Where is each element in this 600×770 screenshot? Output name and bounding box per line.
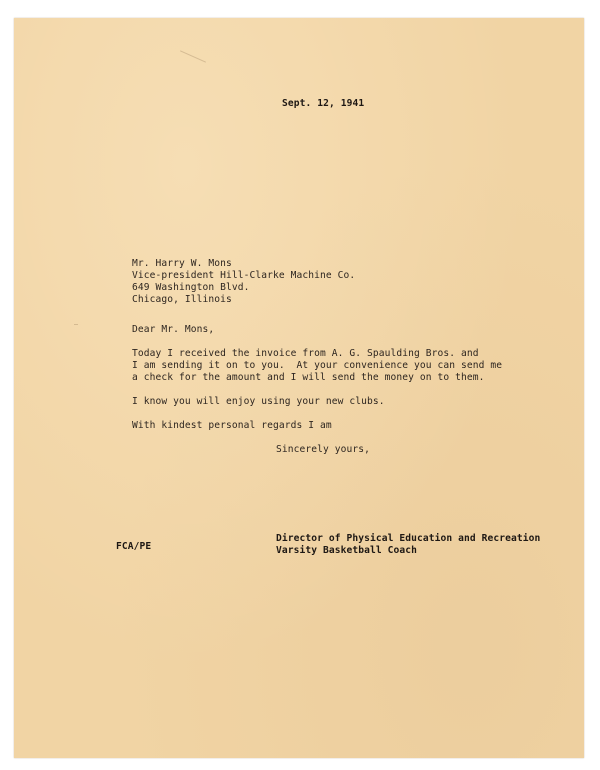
pencil-mark: [180, 50, 206, 62]
body-paragraph-3: With kindest personal regards I am: [132, 420, 332, 431]
body-line: Today I received the invoice from A. G. Spaulding Bros. and: [132, 348, 479, 359]
recipient-street: 649 Washington Blvd.: [132, 282, 250, 293]
closing: Sincerely yours,: [276, 444, 371, 455]
recipient-name: Mr. Harry W. Mons: [132, 258, 232, 269]
letter-date: Sept. 12, 1941: [282, 98, 365, 109]
reference-initials: FCA/PE: [116, 541, 152, 552]
pencil-mark: [74, 324, 78, 325]
recipient-city: Chicago, Illinois: [132, 294, 232, 305]
salutation: Dear Mr. Mons,: [132, 324, 215, 335]
body-paragraph-2: I know you will enjoy using your new clubs.: [132, 396, 385, 407]
body-line: a check for the amount and I will send the money on to them.: [132, 372, 485, 383]
signature-line-1: Director of Physical Education and Recreation: [276, 533, 541, 544]
recipient-title-company: Vice-president Hill-Clarke Machine Co.: [132, 270, 356, 281]
letter-paper: [14, 18, 584, 758]
signature-line-2: Varsity Basketball Coach: [276, 545, 418, 556]
body-line: I am sending it on to you. At your convenience you can send me: [132, 360, 503, 371]
